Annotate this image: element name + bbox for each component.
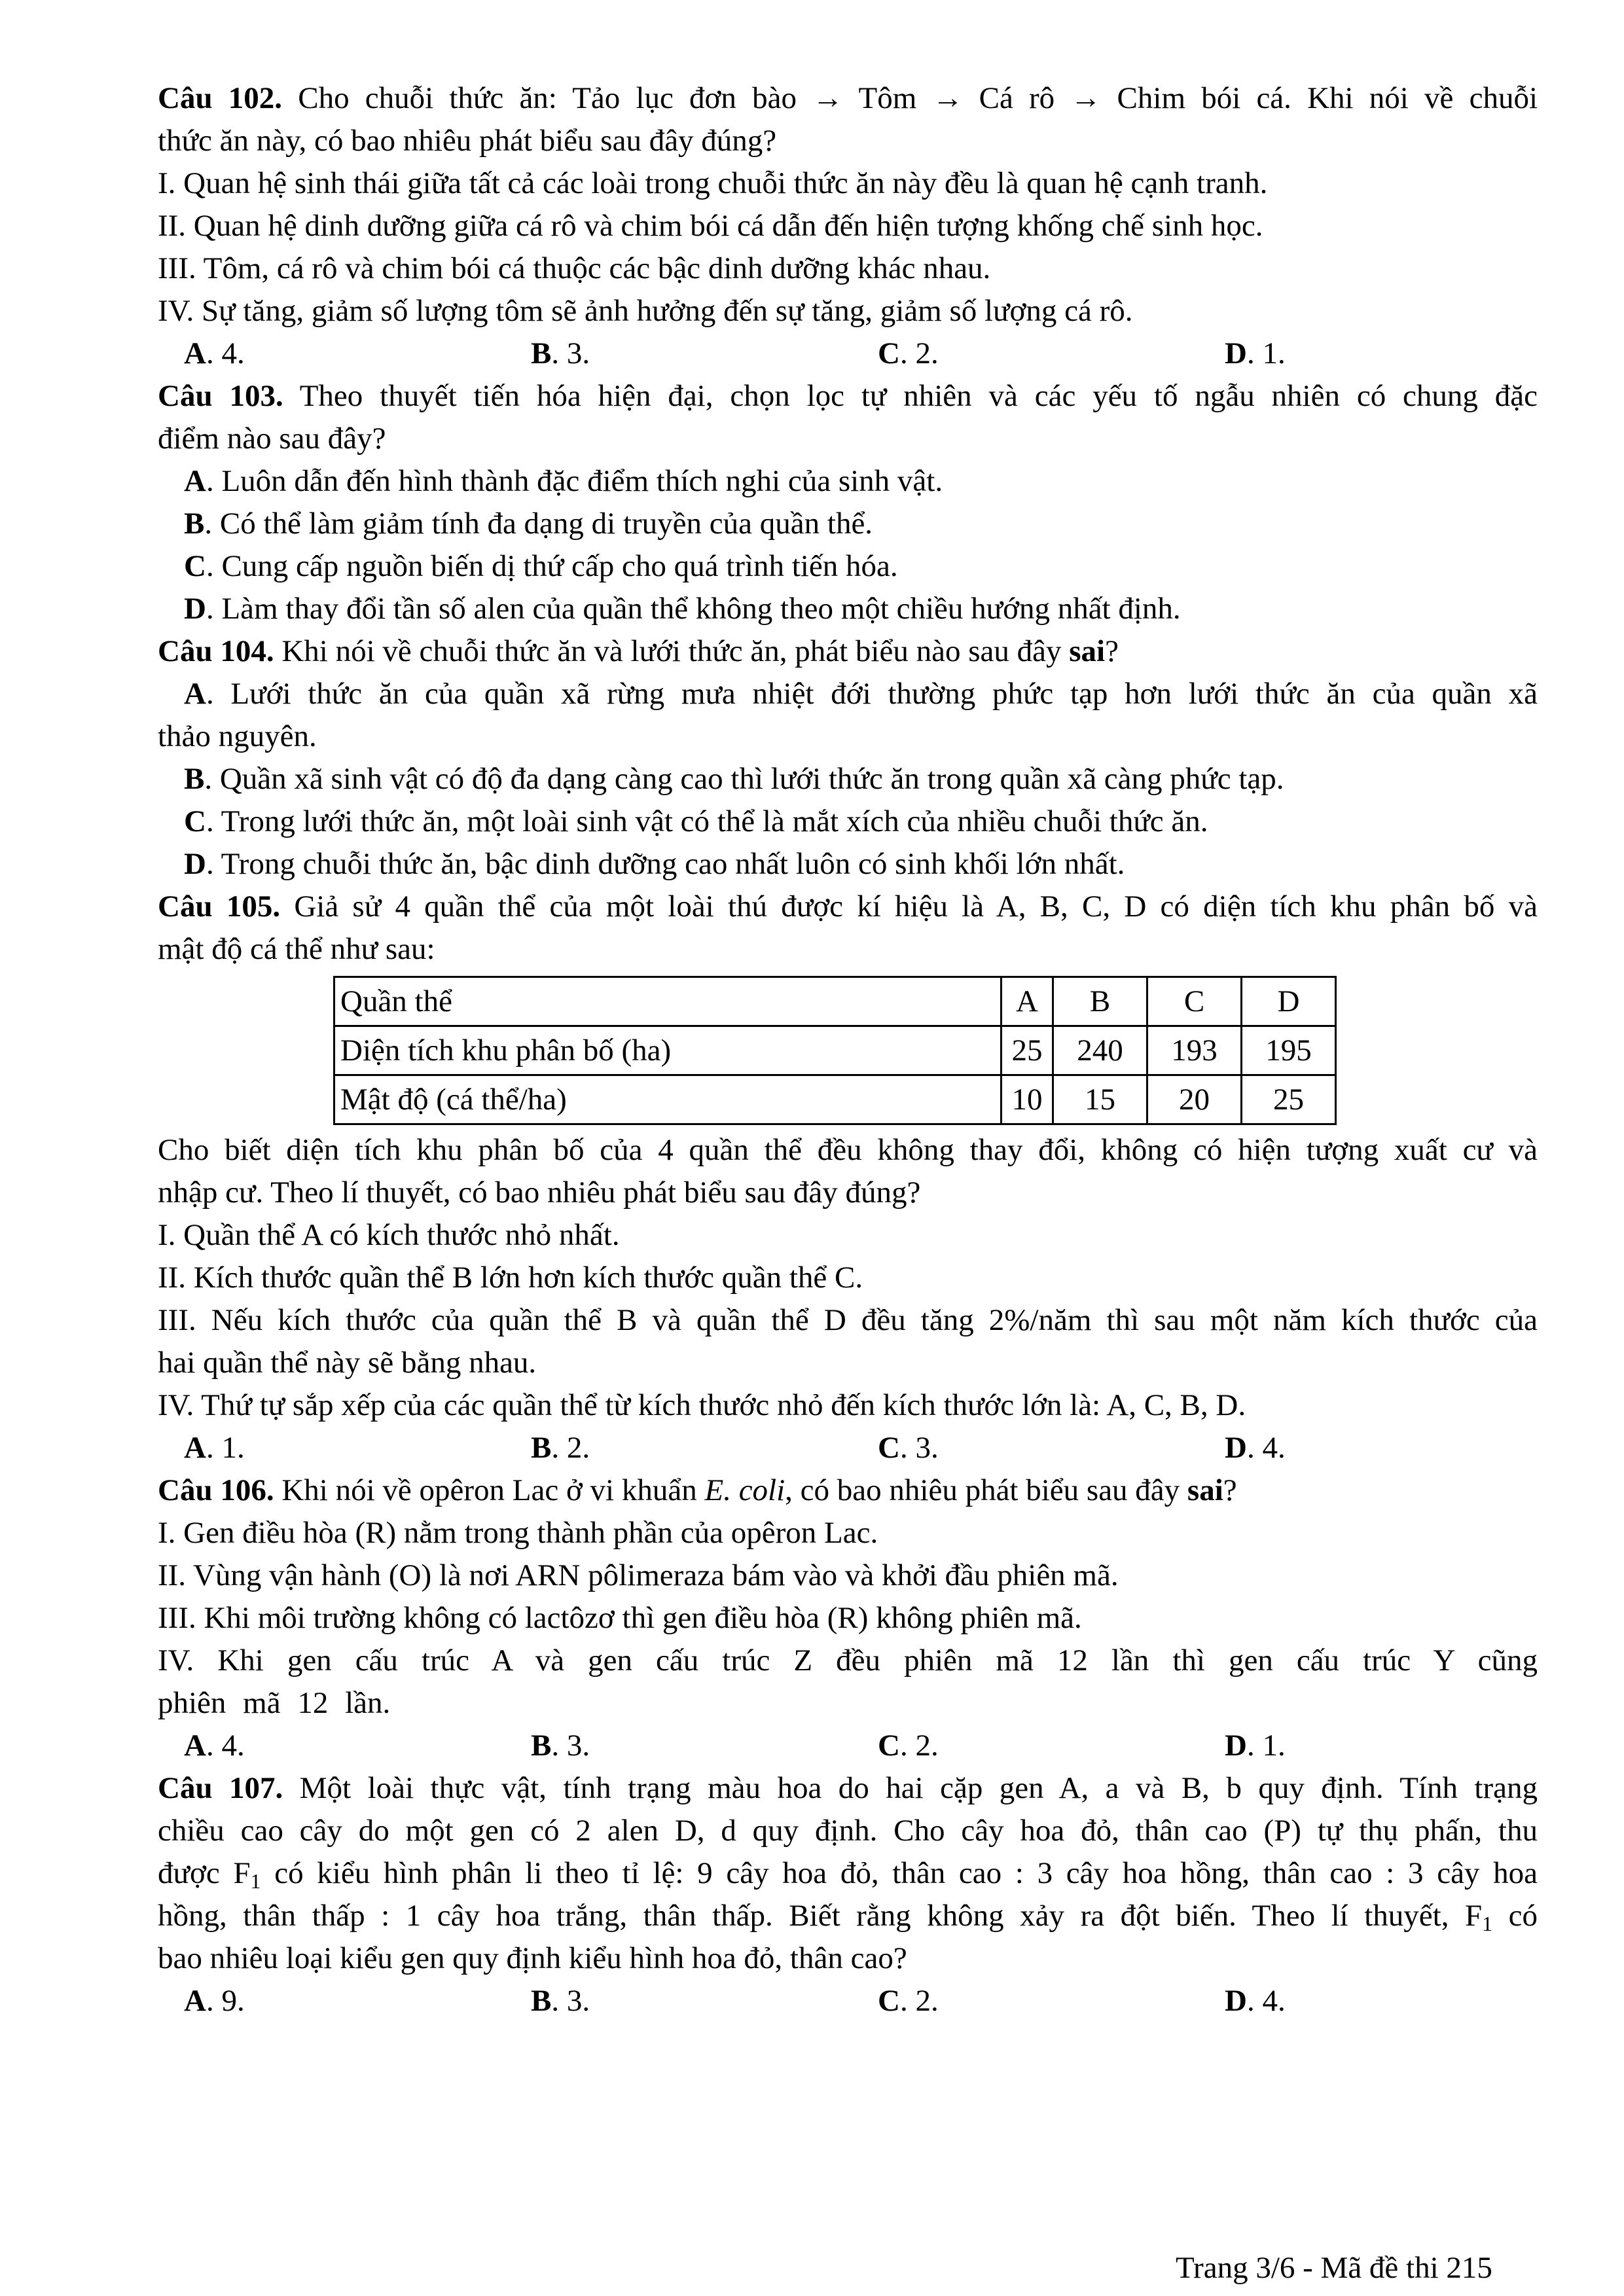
statement-3-cont: hai quần thể này sẽ bằng nhau. [158, 1346, 537, 1380]
question-context-cont: nhập cư. Theo lí thuyết, có bao nhiêu phát biểu sau đây đúng? [158, 1175, 921, 1210]
answer-d[interactable]: D. 4. [1225, 1431, 1286, 1465]
option-c[interactable]: C. Cung cấp nguồn biến dị thứ cấp cho quá trình tiến hóa. [184, 549, 898, 583]
table-cell: B [1053, 977, 1147, 1026]
page-footer: Trang 3/6 - Mã đề thi 215 [1176, 2251, 1492, 2285]
answer-d[interactable]: D. 1. [1225, 336, 1286, 370]
statement-2: II. Quan hệ dinh dưỡng giữa cá rô và chim bói cá dẫn đến hiện tượng khống chế sinh học. [158, 209, 1263, 243]
question-label: Câu 107. [158, 1771, 283, 1805]
question-stem: Câu 104. Khi nói về chuỗi thức ăn và lưới thức ăn, phát biểu nào sau đây sai? [158, 634, 1119, 668]
statement-4: IV. Khi gen cấu trúc A và gen cấu trúc Z đều phiên mã 12 lần thì gen cấu trúc Y cũng [158, 1643, 1538, 1677]
table-cell: Diện tích khu phân bố (ha) [334, 1026, 1001, 1075]
statement-4: IV. Thứ tự sắp xếp của các quần thể từ kích thước nhỏ đến kích thước lớn là: A, C, B, D. [158, 1388, 1246, 1422]
question-stem: Câu 103. Theo thuyết tiến hóa hiện đại, chọn lọc tự nhiên và các yếu tố ngẫu nhiên có chung đặc [158, 379, 1538, 413]
question-106 [158, 1469, 1538, 1767]
question-104 [158, 630, 1538, 886]
question-stem-cont: thức ăn này, có bao nhiêu phát biểu sau đây đúng? [158, 124, 777, 158]
statement-2: II. Kích thước quần thể B lớn hơn kích thước quần thể C. [158, 1261, 863, 1295]
table-cell: 240 [1053, 1026, 1147, 1075]
answer-c[interactable]: C. 2. [878, 1729, 939, 1763]
answer-c[interactable]: C. 2. [878, 336, 939, 370]
question-label: Câu 105. [158, 889, 281, 924]
answer-c[interactable]: C. 3. [878, 1431, 939, 1465]
statement-4-cont: phiên mã 12 lần. [158, 1686, 391, 1720]
table-cell: 10 [1001, 1075, 1053, 1124]
question-label: Câu 102. [158, 81, 283, 115]
question-107 [158, 1767, 1538, 2022]
option-d[interactable]: D. Làm thay đổi tần số alen của quần thể không theo một chiều hướng nhất định. [184, 592, 1181, 626]
statement-1: I. Gen điều hòa (R) nằm trong thành phần của opêron Lac. [158, 1516, 878, 1550]
answer-a[interactable]: A. 4. [184, 336, 245, 370]
answer-row [158, 332, 1538, 375]
question-stem: Câu 105. Giả sử 4 quần thể của một loài thú được kí hiệu là A, B, C, D có diện tích khu phân bố và [158, 889, 1538, 924]
question-105 [158, 886, 1538, 1469]
table-cell: A [1001, 977, 1053, 1026]
question-102 [158, 77, 1538, 375]
answer-b[interactable]: B. 3. [531, 1729, 590, 1763]
answer-b[interactable]: B. 2. [531, 1431, 590, 1465]
question-stem-line-5: bao nhiêu loại kiểu gen quy định kiểu hình hoa đỏ, thân cao? [158, 1941, 907, 1975]
answer-b[interactable]: B. 3. [531, 1984, 590, 2018]
question-label: Câu 106. [158, 1473, 274, 1507]
statement-3: III. Tôm, cá rô và chim bói cá thuộc các bậc dinh dưỡng khác nhau. [158, 251, 991, 285]
option-c[interactable]: C. Trong lưới thức ăn, một loài sinh vật có thể là mắt xích của nhiều chuỗi thức ăn. [184, 804, 1208, 838]
table-cell: 195 [1242, 1026, 1336, 1075]
statement-1: I. Quần thể A có kích thước nhỏ nhất. [158, 1218, 620, 1252]
answer-row [158, 1725, 1538, 1767]
table-cell: 25 [1001, 1026, 1053, 1075]
question-stem: Câu 106. Khi nói về opêron Lac ở vi khuẩn E. coli, có bao nhiêu phát biểu sau đây sai? [158, 1473, 1237, 1507]
option-a[interactable]: A. Luôn dẫn đến hình thành đặc điểm thích nghi của sinh vật. [184, 464, 943, 498]
answer-row [158, 1427, 1538, 1469]
option-d[interactable]: D. Trong chuỗi thức ăn, bậc dinh dưỡng cao nhất luôn có sinh khối lớn nhất. [184, 847, 1125, 881]
answer-a[interactable]: A. 1. [184, 1431, 245, 1465]
question-stem: Câu 107. Một loài thực vật, tính trạng màu hoa do hai cặp gen A, a và B, b quy định. Tính trạng [158, 1771, 1538, 1805]
table-cell: 25 [1242, 1075, 1336, 1124]
statement-3: III. Nếu kích thước của quần thể B và quần thể D đều tăng 2%/năm thì sau một năm kích thước của [158, 1303, 1538, 1337]
question-stem-cont: điểm nào sau đây? [158, 422, 386, 456]
question-stem-cont: mật độ cá thể như sau: [158, 932, 435, 966]
question-context: Cho biết diện tích khu phân bố của 4 quần thể đều không thay đổi, không có hiện tượng xuất cư và [158, 1133, 1538, 1167]
answer-b[interactable]: B. 3. [531, 336, 590, 370]
table-cell: Quần thể [334, 977, 1001, 1026]
option-b[interactable]: B. Có thể làm giảm tính đa dạng di truyền của quần thể. [184, 507, 873, 541]
answer-row [158, 1980, 1538, 2022]
answer-d[interactable]: D. 1. [1225, 1729, 1286, 1763]
question-label: Câu 103. [158, 379, 283, 413]
table-row [334, 1026, 1336, 1075]
exam-page [158, 77, 1538, 2022]
option-a[interactable]: A. Lưới thức ăn của quần xã rừng mưa nhiệt đới thường phức tạp hơn lưới thức ăn của quần xã [184, 677, 1538, 711]
population-table [333, 976, 1337, 1125]
table-header-row [334, 977, 1336, 1026]
table-cell: D [1242, 977, 1336, 1026]
option-a-cont: thảo nguyên. [158, 719, 317, 753]
statement-4: IV. Sự tăng, giảm số lượng tôm sẽ ảnh hưởng đến sự tăng, giảm số lượng cá rô. [158, 294, 1133, 328]
question-label: Câu 104. [158, 634, 274, 668]
table-cell: C [1147, 977, 1242, 1026]
table-cell: 193 [1147, 1026, 1242, 1075]
answer-d[interactable]: D. 4. [1225, 1984, 1286, 2018]
statement-3: III. Khi môi trường không có lactôzơ thì gen điều hòa (R) không phiên mã. [158, 1601, 1082, 1635]
statement-1: I. Quan hệ sinh thái giữa tất cả các loài trong chuỗi thức ăn này đều là quan hệ cạnh tranh. [158, 166, 1268, 200]
option-b[interactable]: B. Quần xã sinh vật có độ đa dạng càng cao thì lưới thức ăn trong quần xã càng phức tạp. [184, 762, 1284, 796]
table-cell: 20 [1147, 1075, 1242, 1124]
question-103 [158, 375, 1538, 630]
table-cell: 15 [1053, 1075, 1147, 1124]
question-stem-line-3: được $F_1$ có kiểu hình phân li theo tỉ lệ: 9 cây hoa đỏ, thân cao : 3 cây hoa hồng, thân cao : 3 cây hoa [158, 1856, 1538, 1893]
question-stem: Câu 102. Cho chuỗi thức ăn: Tảo lục đơn bào → Tôm → Cá rô → Chim bói cá. Khi nói về chuỗi [158, 81, 1538, 115]
question-stem-line-4: hồng, thân thấp : 1 cây hoa trắng, thân thấp. Biết rằng không xảy ra đột biến. Theo lí thuyết, $F_1$ có [158, 1899, 1538, 1935]
answer-c[interactable]: C. 2. [878, 1984, 939, 2018]
table-row [334, 1075, 1336, 1124]
answer-a[interactable]: A. 4. [184, 1729, 245, 1763]
table-cell: Mật độ (cá thể/ha) [334, 1075, 1001, 1124]
question-stem-line-2: chiều cao cây do một gen có 2 alen D, d quy định. Cho cây hoa đỏ, thân cao (P) tự thụ phấn, thu [158, 1814, 1538, 1848]
statement-2: II. Vùng vận hành (O) là nơi ARN pôlimeraza bám vào và khởi đầu phiên mã. [158, 1558, 1119, 1592]
answer-a[interactable]: A. 9. [184, 1984, 245, 2018]
